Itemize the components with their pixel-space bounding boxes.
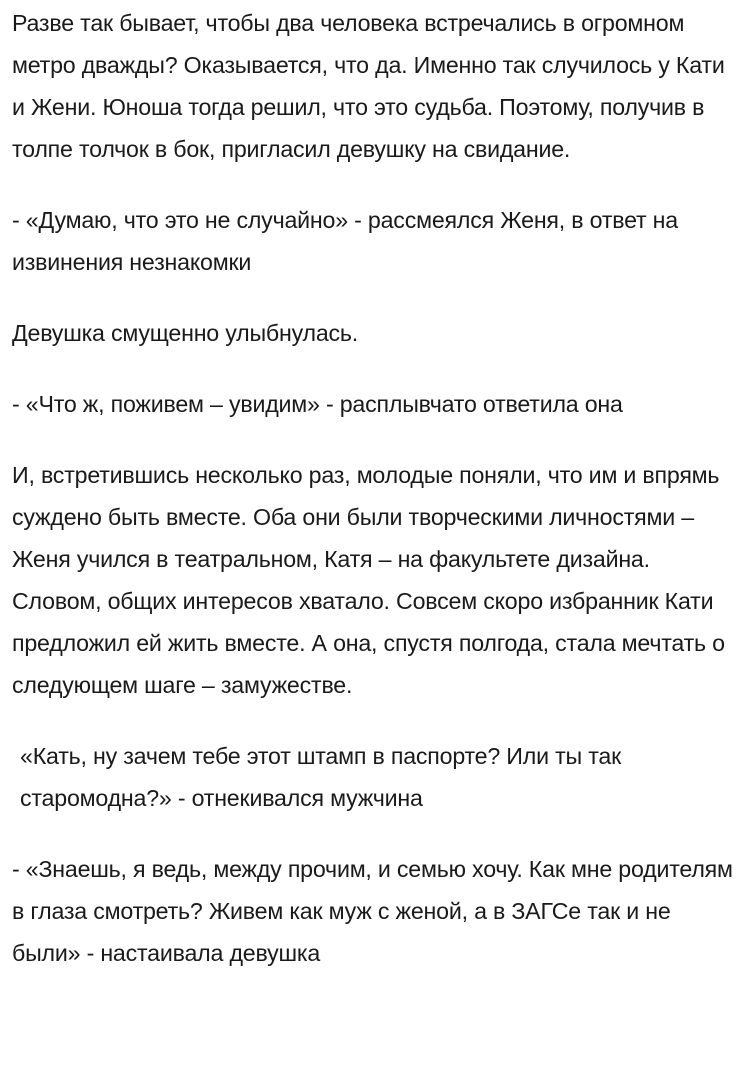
paragraph-together: И, встретившись несколько раз, молодые поняли, что им и впрямь суждено быть вместе. Оба они были творческими личностями – Женя учился в театральном, Катя – на факультете дизайна. Словом, общих интересов хватало. Совсем скоро избранник Кати предложил ей жить вместе. А она, спустя полгода, стала мечтать о следующем шаге – замужестве. — [12, 462, 725, 698]
article-body — [12, 2, 736, 1003]
dialogue-katya-reply: - «Что ж, поживем – увидим» - расплывчато ответила она — [12, 391, 623, 417]
dialogue-katya-insist: - «Знаешь, я ведь, между прочим, и семью хочу. Как мне родителям в глаза смотреть? Живем как муж с женой, а в ЗАГСе так и не были» - настаивала девушка — [12, 856, 733, 966]
dialogue-zhenya-reply: - «Думаю, что это не случайно» - рассмеялся Женя, в ответ на извинения незнакомки — [12, 207, 678, 275]
paragraph-meeting: Разве так бывает, чтобы два человека встречались в огромном метро дважды? Оказывается, что да. Именно так случилось у Кати и Жени. Юноша тогда решил, что это судьба. Поэтому, получив в толпе толчок в бок, пригласил девушку на свидание. — [12, 10, 725, 162]
dialogue-zhenya-refusal: «Кать, ну зачем тебе этот штамп в паспорте? Или ты так старомодна?» - отнекивался мужчина — [20, 743, 622, 811]
paragraph-smile: Девушка смущенно улыбнулась. — [12, 320, 359, 346]
